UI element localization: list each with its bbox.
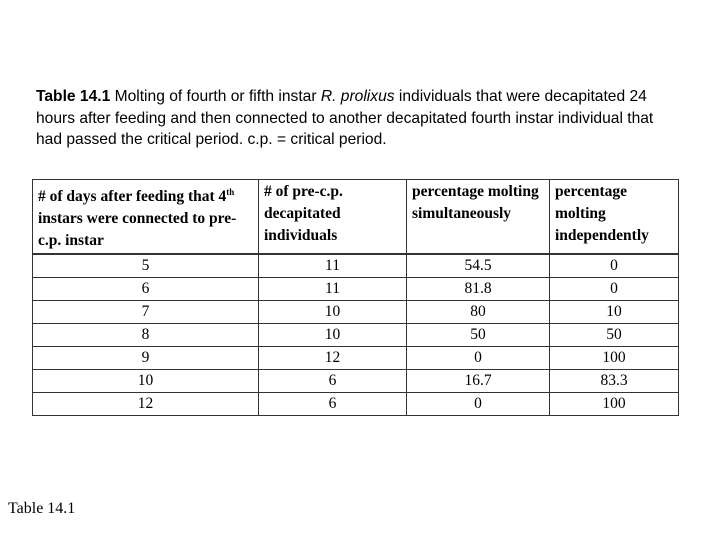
- cell-days: 6: [33, 278, 259, 301]
- cell-days: 9: [33, 347, 259, 370]
- table-row: [33, 370, 679, 393]
- table-row: [33, 301, 679, 324]
- table-row: [33, 254, 679, 278]
- footer-label: Table 14.1: [8, 500, 76, 517]
- cell-simultaneous: 16.7: [407, 370, 550, 393]
- cell-independent: 10: [550, 301, 679, 324]
- cell-simultaneous: 80: [407, 301, 550, 324]
- cell-simultaneous: 81.8: [407, 278, 550, 301]
- cell-count: 6: [259, 370, 407, 393]
- cell-count: 10: [259, 324, 407, 347]
- header-row: [33, 180, 679, 255]
- table-row: [33, 324, 679, 347]
- caption-text-end: individuals that were decapitated 24 hours after feeding and then connected to another decapitated fourth instar individual that had passed the critical period. c.p. = critical period.: [36, 88, 654, 148]
- table-caption: [36, 86, 676, 151]
- cell-days: 5: [33, 254, 259, 278]
- cell-days: 8: [33, 324, 259, 347]
- cell-days: 7: [33, 301, 259, 324]
- table-row: [33, 278, 679, 301]
- header-molting-independently: percentage molting independently: [550, 180, 679, 255]
- cell-simultaneous: 54.5: [407, 254, 550, 278]
- cell-independent: 0: [550, 254, 679, 278]
- cell-simultaneous: 0: [407, 393, 550, 416]
- header-molting-simultaneously: percentage molting simultaneously: [407, 180, 550, 255]
- table-row: [33, 347, 679, 370]
- cell-count: 12: [259, 347, 407, 370]
- cell-days: 10: [33, 370, 259, 393]
- cell-days: 12: [33, 393, 259, 416]
- header-decapitated-count: # of pre-c.p. decapitated individuals: [259, 180, 407, 255]
- caption-text-start: Molting of fourth or fifth instar: [110, 88, 321, 105]
- molting-table: [32, 179, 679, 416]
- cell-count: 11: [259, 278, 407, 301]
- cell-independent: 0: [550, 278, 679, 301]
- table-row: [33, 393, 679, 416]
- cell-independent: 100: [550, 393, 679, 416]
- caption-label: Table 14.1: [36, 88, 111, 105]
- cell-count: 10: [259, 301, 407, 324]
- cell-simultaneous: 50: [407, 324, 550, 347]
- cell-independent: 50: [550, 324, 679, 347]
- cell-simultaneous: 0: [407, 347, 550, 370]
- header-days-after-feeding: # of days after feeding that 4th instars were connected to pre-c.p. instar: [33, 180, 259, 255]
- cell-independent: 83.3: [550, 370, 679, 393]
- cell-independent: 100: [550, 347, 679, 370]
- cell-count: 11: [259, 254, 407, 278]
- cell-count: 6: [259, 393, 407, 416]
- caption-species: R. prolixus: [320, 88, 395, 105]
